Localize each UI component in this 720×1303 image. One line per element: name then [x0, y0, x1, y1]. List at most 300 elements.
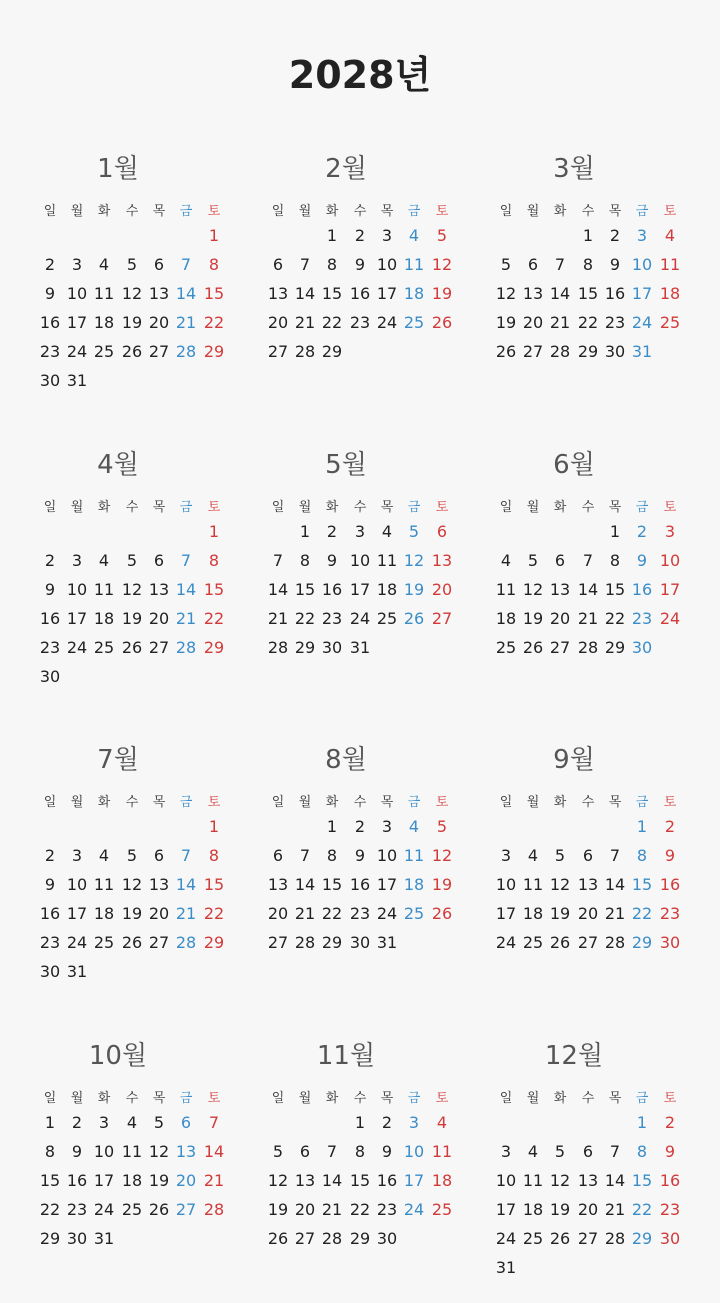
day-cell[interactable]: 11 — [403, 255, 425, 274]
day-cell[interactable]: 3 — [381, 226, 393, 245]
day-cell[interactable]: 4 — [408, 817, 420, 836]
day-cell[interactable]: 25 — [403, 313, 425, 332]
day-cell[interactable]: 10 — [631, 255, 653, 274]
day-cell[interactable]: 5 — [436, 226, 448, 245]
day-cell[interactable]: 6 — [153, 846, 165, 865]
day-cell[interactable]: 1 — [44, 1113, 56, 1132]
day-cell[interactable]: 7 — [609, 1142, 621, 1161]
day-cell[interactable]: 27 — [431, 609, 453, 628]
day-cell[interactable]: 8 — [44, 1142, 56, 1161]
day-cell[interactable]: 14 — [267, 580, 289, 599]
day-cell[interactable]: 26 — [522, 638, 544, 657]
day-cell[interactable]: 26 — [121, 638, 143, 657]
day-cell[interactable]: 8 — [636, 1142, 648, 1161]
day-cell[interactable]: 8 — [326, 846, 338, 865]
day-cell[interactable]: 20 — [294, 1200, 316, 1219]
day-cell[interactable]: 14 — [175, 580, 197, 599]
day-cell[interactable]: 26 — [148, 1200, 170, 1219]
day-cell[interactable]: 17 — [403, 1171, 425, 1190]
day-cell[interactable]: 28 — [203, 1200, 225, 1219]
day-cell[interactable]: 1 — [299, 522, 311, 541]
day-cell[interactable]: 20 — [148, 904, 170, 923]
day-cell[interactable]: 18 — [659, 284, 681, 303]
day-cell[interactable]: 12 — [148, 1142, 170, 1161]
day-cell[interactable]: 29 — [39, 1229, 61, 1248]
day-cell[interactable]: 23 — [39, 933, 61, 952]
day-cell[interactable]: 26 — [495, 342, 517, 361]
day-cell[interactable]: 6 — [153, 551, 165, 570]
day-cell[interactable]: 17 — [66, 904, 88, 923]
day-cell[interactable]: 18 — [93, 904, 115, 923]
day-cell[interactable]: 29 — [631, 933, 653, 952]
day-cell[interactable]: 22 — [321, 313, 343, 332]
day-cell[interactable]: 29 — [203, 933, 225, 952]
day-cell[interactable]: 10 — [495, 1171, 517, 1190]
day-cell[interactable]: 16 — [659, 875, 681, 894]
day-cell[interactable]: 7 — [180, 846, 192, 865]
day-cell[interactable]: 2 — [354, 817, 366, 836]
day-cell[interactable]: 11 — [93, 875, 115, 894]
day-cell[interactable]: 24 — [403, 1200, 425, 1219]
day-cell[interactable]: 23 — [349, 313, 371, 332]
day-cell[interactable]: 12 — [522, 580, 544, 599]
day-cell[interactable]: 25 — [522, 1229, 544, 1248]
day-cell[interactable]: 21 — [203, 1171, 225, 1190]
day-cell[interactable]: 6 — [527, 255, 539, 274]
day-cell[interactable]: 21 — [175, 609, 197, 628]
day-cell[interactable]: 19 — [522, 609, 544, 628]
day-cell[interactable]: 11 — [121, 1142, 143, 1161]
day-cell[interactable]: 28 — [577, 638, 599, 657]
day-cell[interactable]: 28 — [175, 933, 197, 952]
day-cell[interactable]: 4 — [381, 522, 393, 541]
day-cell[interactable]: 29 — [294, 638, 316, 657]
day-cell[interactable]: 15 — [604, 580, 626, 599]
day-cell[interactable]: 3 — [354, 522, 366, 541]
day-cell[interactable]: 17 — [495, 1200, 517, 1219]
day-cell[interactable]: 9 — [44, 284, 56, 303]
day-cell[interactable]: 17 — [349, 580, 371, 599]
day-cell[interactable]: 6 — [299, 1142, 311, 1161]
day-cell[interactable]: 28 — [549, 342, 571, 361]
day-cell[interactable]: 4 — [664, 226, 676, 245]
day-cell[interactable]: 2 — [609, 226, 621, 245]
day-cell[interactable]: 19 — [495, 313, 517, 332]
day-cell[interactable]: 27 — [294, 1229, 316, 1248]
day-cell[interactable]: 24 — [659, 609, 681, 628]
day-cell[interactable]: 20 — [267, 313, 289, 332]
day-cell[interactable]: 22 — [203, 904, 225, 923]
day-cell[interactable]: 15 — [203, 580, 225, 599]
day-cell[interactable]: 5 — [126, 255, 138, 274]
day-cell[interactable]: 21 — [604, 904, 626, 923]
day-cell[interactable]: 24 — [66, 933, 88, 952]
day-cell[interactable]: 15 — [39, 1171, 61, 1190]
day-cell[interactable]: 21 — [175, 313, 197, 332]
day-cell[interactable]: 18 — [403, 284, 425, 303]
day-cell[interactable]: 13 — [267, 284, 289, 303]
day-cell[interactable]: 30 — [349, 933, 371, 952]
day-cell[interactable]: 3 — [636, 226, 648, 245]
day-cell[interactable]: 14 — [294, 284, 316, 303]
day-cell[interactable]: 7 — [180, 255, 192, 274]
day-cell[interactable]: 24 — [495, 1229, 517, 1248]
day-cell[interactable]: 20 — [577, 1200, 599, 1219]
day-cell[interactable]: 16 — [376, 1171, 398, 1190]
day-cell[interactable]: 29 — [203, 638, 225, 657]
day-cell[interactable]: 8 — [299, 551, 311, 570]
day-cell[interactable]: 1 — [208, 522, 220, 541]
day-cell[interactable]: 8 — [354, 1142, 366, 1161]
day-cell[interactable]: 23 — [604, 313, 626, 332]
day-cell[interactable]: 10 — [376, 255, 398, 274]
day-cell[interactable]: 12 — [121, 284, 143, 303]
day-cell[interactable]: 19 — [431, 875, 453, 894]
day-cell[interactable]: 27 — [577, 1229, 599, 1248]
day-cell[interactable]: 3 — [408, 1113, 420, 1132]
day-cell[interactable]: 19 — [148, 1171, 170, 1190]
day-cell[interactable]: 20 — [175, 1171, 197, 1190]
day-cell[interactable]: 23 — [659, 904, 681, 923]
day-cell[interactable]: 10 — [93, 1142, 115, 1161]
day-cell[interactable]: 16 — [321, 580, 343, 599]
day-cell[interactable]: 3 — [500, 846, 512, 865]
day-cell[interactable]: 6 — [180, 1113, 192, 1132]
day-cell[interactable]: 3 — [71, 255, 83, 274]
day-cell[interactable]: 23 — [349, 904, 371, 923]
day-cell[interactable]: 24 — [376, 904, 398, 923]
day-cell[interactable]: 20 — [148, 609, 170, 628]
day-cell[interactable]: 3 — [98, 1113, 110, 1132]
day-cell[interactable]: 24 — [66, 342, 88, 361]
day-cell[interactable]: 1 — [636, 817, 648, 836]
day-cell[interactable]: 3 — [381, 817, 393, 836]
day-cell[interactable]: 25 — [431, 1200, 453, 1219]
day-cell[interactable]: 23 — [631, 609, 653, 628]
day-cell[interactable]: 8 — [636, 846, 648, 865]
day-cell[interactable]: 20 — [549, 609, 571, 628]
day-cell[interactable]: 22 — [577, 313, 599, 332]
day-cell[interactable]: 18 — [495, 609, 517, 628]
day-cell[interactable]: 26 — [403, 609, 425, 628]
day-cell[interactable]: 2 — [664, 817, 676, 836]
day-cell[interactable]: 9 — [664, 1142, 676, 1161]
day-cell[interactable]: 11 — [403, 846, 425, 865]
day-cell[interactable]: 1 — [208, 817, 220, 836]
day-cell[interactable]: 4 — [527, 846, 539, 865]
day-cell[interactable]: 11 — [376, 551, 398, 570]
day-cell[interactable]: 10 — [66, 875, 88, 894]
day-cell[interactable]: 14 — [175, 875, 197, 894]
day-cell[interactable]: 25 — [93, 342, 115, 361]
day-cell[interactable]: 12 — [121, 580, 143, 599]
day-cell[interactable]: 22 — [203, 313, 225, 332]
day-cell[interactable]: 24 — [349, 609, 371, 628]
day-cell[interactable]: 15 — [203, 284, 225, 303]
day-cell[interactable]: 26 — [431, 904, 453, 923]
day-cell[interactable]: 13 — [522, 284, 544, 303]
day-cell[interactable]: 19 — [549, 1200, 571, 1219]
day-cell[interactable]: 1 — [208, 226, 220, 245]
day-cell[interactable]: 11 — [93, 284, 115, 303]
day-cell[interactable]: 19 — [549, 904, 571, 923]
day-cell[interactable]: 29 — [321, 933, 343, 952]
day-cell[interactable]: 12 — [549, 875, 571, 894]
day-cell[interactable]: 10 — [376, 846, 398, 865]
day-cell[interactable]: 5 — [408, 522, 420, 541]
day-cell[interactable]: 6 — [582, 1142, 594, 1161]
day-cell[interactable]: 13 — [267, 875, 289, 894]
day-cell[interactable]: 23 — [39, 342, 61, 361]
day-cell[interactable]: 3 — [71, 846, 83, 865]
day-cell[interactable]: 21 — [604, 1200, 626, 1219]
day-cell[interactable]: 24 — [376, 313, 398, 332]
day-cell[interactable]: 23 — [66, 1200, 88, 1219]
day-cell[interactable]: 30 — [631, 638, 653, 657]
day-cell[interactable]: 19 — [121, 313, 143, 332]
day-cell[interactable]: 15 — [631, 875, 653, 894]
day-cell[interactable]: 8 — [208, 846, 220, 865]
day-cell[interactable]: 9 — [664, 846, 676, 865]
day-cell[interactable]: 23 — [376, 1200, 398, 1219]
day-cell[interactable]: 12 — [121, 875, 143, 894]
day-cell[interactable]: 13 — [577, 875, 599, 894]
day-cell[interactable]: 27 — [267, 933, 289, 952]
day-cell[interactable]: 14 — [203, 1142, 225, 1161]
day-cell[interactable]: 16 — [631, 580, 653, 599]
day-cell[interactable]: 30 — [659, 933, 681, 952]
day-cell[interactable]: 19 — [403, 580, 425, 599]
day-cell[interactable]: 9 — [326, 551, 338, 570]
day-cell[interactable]: 14 — [294, 875, 316, 894]
day-cell[interactable]: 30 — [66, 1229, 88, 1248]
day-cell[interactable]: 30 — [376, 1229, 398, 1248]
day-cell[interactable]: 15 — [631, 1171, 653, 1190]
day-cell[interactable]: 28 — [294, 342, 316, 361]
day-cell[interactable]: 22 — [39, 1200, 61, 1219]
day-cell[interactable]: 26 — [267, 1229, 289, 1248]
day-cell[interactable]: 5 — [527, 551, 539, 570]
day-cell[interactable]: 30 — [39, 962, 61, 981]
day-cell[interactable]: 16 — [349, 875, 371, 894]
day-cell[interactable]: 24 — [631, 313, 653, 332]
day-cell[interactable]: 9 — [354, 846, 366, 865]
day-cell[interactable]: 25 — [403, 904, 425, 923]
day-cell[interactable]: 15 — [321, 284, 343, 303]
day-cell[interactable]: 28 — [321, 1229, 343, 1248]
day-cell[interactable]: 2 — [71, 1113, 83, 1132]
day-cell[interactable]: 1 — [354, 1113, 366, 1132]
day-cell[interactable]: 17 — [495, 904, 517, 923]
day-cell[interactable]: 18 — [121, 1171, 143, 1190]
day-cell[interactable]: 4 — [98, 255, 110, 274]
day-cell[interactable]: 15 — [577, 284, 599, 303]
day-cell[interactable]: 25 — [121, 1200, 143, 1219]
day-cell[interactable]: 17 — [376, 875, 398, 894]
day-cell[interactable]: 7 — [299, 846, 311, 865]
day-cell[interactable]: 3 — [71, 551, 83, 570]
day-cell[interactable]: 26 — [121, 342, 143, 361]
day-cell[interactable]: 27 — [175, 1200, 197, 1219]
day-cell[interactable]: 8 — [582, 255, 594, 274]
day-cell[interactable]: 4 — [527, 1142, 539, 1161]
day-cell[interactable]: 7 — [609, 846, 621, 865]
day-cell[interactable]: 27 — [148, 342, 170, 361]
day-cell[interactable]: 10 — [66, 580, 88, 599]
day-cell[interactable]: 12 — [431, 255, 453, 274]
day-cell[interactable]: 4 — [98, 846, 110, 865]
day-cell[interactable]: 6 — [554, 551, 566, 570]
day-cell[interactable]: 24 — [93, 1200, 115, 1219]
day-cell[interactable]: 23 — [659, 1200, 681, 1219]
day-cell[interactable]: 17 — [66, 313, 88, 332]
day-cell[interactable]: 7 — [326, 1142, 338, 1161]
day-cell[interactable]: 29 — [349, 1229, 371, 1248]
day-cell[interactable]: 11 — [495, 580, 517, 599]
day-cell[interactable]: 22 — [203, 609, 225, 628]
day-cell[interactable]: 28 — [267, 638, 289, 657]
day-cell[interactable]: 6 — [272, 846, 284, 865]
day-cell[interactable]: 21 — [175, 904, 197, 923]
day-cell[interactable]: 27 — [148, 933, 170, 952]
day-cell[interactable]: 31 — [93, 1229, 115, 1248]
day-cell[interactable]: 25 — [522, 933, 544, 952]
day-cell[interactable]: 7 — [582, 551, 594, 570]
day-cell[interactable]: 7 — [180, 551, 192, 570]
day-cell[interactable]: 9 — [636, 551, 648, 570]
day-cell[interactable]: 5 — [554, 1142, 566, 1161]
day-cell[interactable]: 27 — [549, 638, 571, 657]
day-cell[interactable]: 29 — [203, 342, 225, 361]
day-cell[interactable]: 11 — [522, 1171, 544, 1190]
day-cell[interactable]: 7 — [272, 551, 284, 570]
day-cell[interactable]: 24 — [495, 933, 517, 952]
day-cell[interactable]: 16 — [39, 904, 61, 923]
day-cell[interactable]: 22 — [321, 904, 343, 923]
day-cell[interactable]: 21 — [294, 313, 316, 332]
day-cell[interactable]: 21 — [294, 904, 316, 923]
day-cell[interactable]: 18 — [93, 609, 115, 628]
day-cell[interactable]: 17 — [659, 580, 681, 599]
day-cell[interactable]: 9 — [354, 255, 366, 274]
day-cell[interactable]: 30 — [39, 371, 61, 390]
day-cell[interactable]: 19 — [121, 904, 143, 923]
day-cell[interactable]: 31 — [349, 638, 371, 657]
day-cell[interactable]: 31 — [376, 933, 398, 952]
day-cell[interactable]: 21 — [577, 609, 599, 628]
day-cell[interactable]: 16 — [66, 1171, 88, 1190]
day-cell[interactable]: 5 — [126, 551, 138, 570]
day-cell[interactable]: 25 — [659, 313, 681, 332]
day-cell[interactable]: 5 — [272, 1142, 284, 1161]
day-cell[interactable]: 4 — [500, 551, 512, 570]
day-cell[interactable]: 18 — [93, 313, 115, 332]
day-cell[interactable]: 1 — [609, 522, 621, 541]
day-cell[interactable]: 21 — [549, 313, 571, 332]
day-cell[interactable]: 5 — [436, 817, 448, 836]
day-cell[interactable]: 23 — [321, 609, 343, 628]
day-cell[interactable]: 31 — [631, 342, 653, 361]
day-cell[interactable]: 26 — [549, 1229, 571, 1248]
day-cell[interactable]: 23 — [39, 638, 61, 657]
day-cell[interactable]: 14 — [321, 1171, 343, 1190]
day-cell[interactable]: 4 — [408, 226, 420, 245]
day-cell[interactable]: 9 — [609, 255, 621, 274]
day-cell[interactable]: 17 — [376, 284, 398, 303]
day-cell[interactable]: 7 — [299, 255, 311, 274]
day-cell[interactable]: 8 — [208, 551, 220, 570]
day-cell[interactable]: 13 — [549, 580, 571, 599]
day-cell[interactable]: 29 — [604, 638, 626, 657]
day-cell[interactable]: 6 — [436, 522, 448, 541]
day-cell[interactable]: 31 — [495, 1258, 517, 1277]
day-cell[interactable]: 14 — [604, 1171, 626, 1190]
day-cell[interactable]: 13 — [148, 284, 170, 303]
day-cell[interactable]: 28 — [604, 1229, 626, 1248]
day-cell[interactable]: 25 — [376, 609, 398, 628]
day-cell[interactable]: 4 — [436, 1113, 448, 1132]
day-cell[interactable]: 29 — [321, 342, 343, 361]
day-cell[interactable]: 14 — [604, 875, 626, 894]
day-cell[interactable]: 5 — [554, 846, 566, 865]
day-cell[interactable]: 26 — [121, 933, 143, 952]
day-cell[interactable]: 10 — [66, 284, 88, 303]
day-cell[interactable]: 27 — [267, 342, 289, 361]
day-cell[interactable]: 22 — [631, 904, 653, 923]
day-cell[interactable]: 11 — [431, 1142, 453, 1161]
day-cell[interactable]: 21 — [321, 1200, 343, 1219]
day-cell[interactable]: 18 — [522, 904, 544, 923]
day-cell[interactable]: 17 — [631, 284, 653, 303]
day-cell[interactable]: 28 — [175, 638, 197, 657]
day-cell[interactable]: 18 — [376, 580, 398, 599]
day-cell[interactable]: 27 — [577, 933, 599, 952]
day-cell[interactable]: 27 — [148, 638, 170, 657]
day-cell[interactable]: 11 — [93, 580, 115, 599]
day-cell[interactable]: 10 — [349, 551, 371, 570]
day-cell[interactable]: 16 — [39, 313, 61, 332]
day-cell[interactable]: 13 — [148, 875, 170, 894]
day-cell[interactable]: 2 — [381, 1113, 393, 1132]
day-cell[interactable]: 20 — [148, 313, 170, 332]
day-cell[interactable]: 2 — [44, 551, 56, 570]
day-cell[interactable]: 18 — [431, 1171, 453, 1190]
day-cell[interactable]: 27 — [522, 342, 544, 361]
day-cell[interactable]: 7 — [208, 1113, 220, 1132]
day-cell[interactable]: 17 — [93, 1171, 115, 1190]
day-cell[interactable]: 12 — [267, 1171, 289, 1190]
day-cell[interactable]: 3 — [500, 1142, 512, 1161]
day-cell[interactable]: 29 — [577, 342, 599, 361]
day-cell[interactable]: 22 — [349, 1200, 371, 1219]
day-cell[interactable]: 6 — [582, 846, 594, 865]
day-cell[interactable]: 2 — [664, 1113, 676, 1132]
day-cell[interactable]: 4 — [126, 1113, 138, 1132]
day-cell[interactable]: 4 — [98, 551, 110, 570]
day-cell[interactable]: 20 — [431, 580, 453, 599]
day-cell[interactable]: 17 — [66, 609, 88, 628]
day-cell[interactable]: 6 — [272, 255, 284, 274]
day-cell[interactable]: 2 — [326, 522, 338, 541]
day-cell[interactable]: 22 — [604, 609, 626, 628]
day-cell[interactable]: 1 — [326, 226, 338, 245]
day-cell[interactable]: 31 — [66, 962, 88, 981]
day-cell[interactable]: 8 — [326, 255, 338, 274]
day-cell[interactable]: 15 — [321, 875, 343, 894]
day-cell[interactable]: 26 — [431, 313, 453, 332]
day-cell[interactable]: 26 — [549, 933, 571, 952]
day-cell[interactable]: 10 — [495, 875, 517, 894]
